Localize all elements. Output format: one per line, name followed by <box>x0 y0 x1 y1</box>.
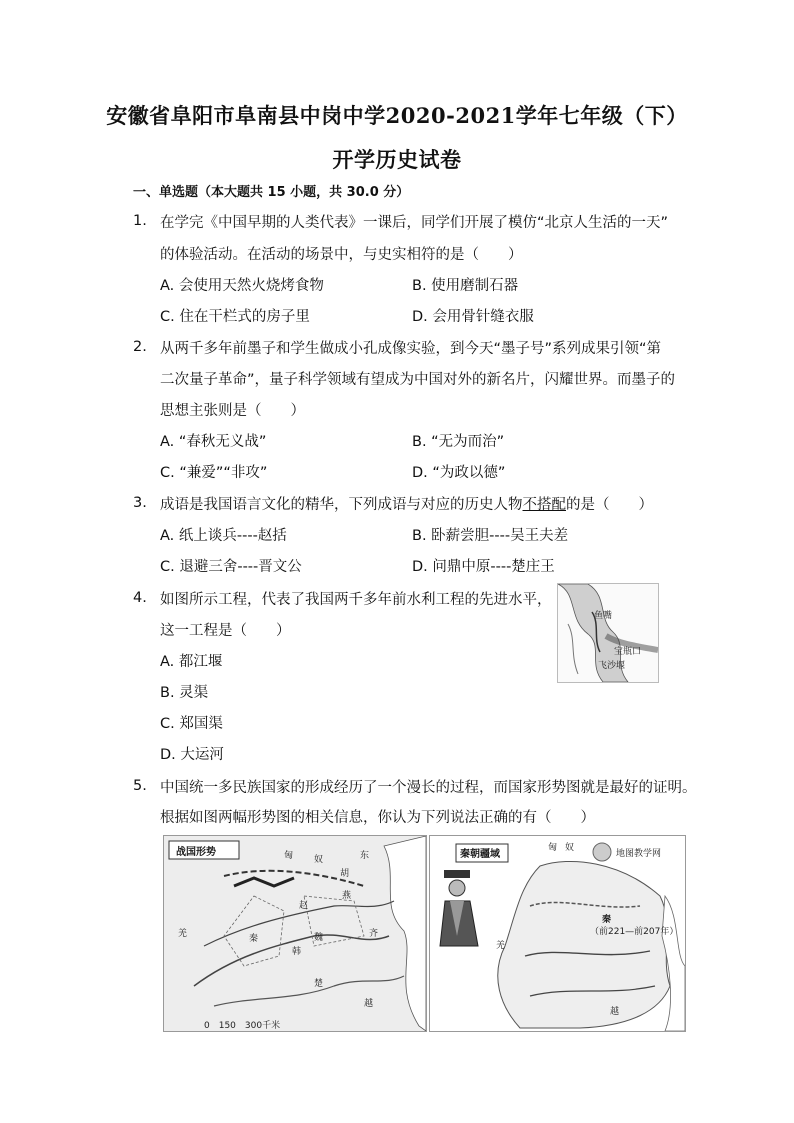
map-left-label-han: 韩 <box>292 947 302 957</box>
label-baopingkou: 宝瓶口 <box>614 647 642 657</box>
q4-text-line1: 如图所示工程，代表了我国两千多年前水利工程的先进水平， <box>160 592 552 608</box>
map-left-label-zhao: 赵 <box>299 901 309 911</box>
map-left-label-xiong: 匈 <box>284 851 294 861</box>
q4-option-b: B. 灵渠 <box>160 685 209 701</box>
map-left-label-yue: 越 <box>364 999 374 1009</box>
q5-text-line1: 中国统一多民族国家的形成经历了一个漫长的过程，而国家形势图就是最好的证明。 <box>160 780 697 796</box>
map-left-label-nu: 奴 <box>314 855 324 865</box>
label-feishayan: 飞沙堰 <box>598 661 626 671</box>
map-left-label-dong: 东 <box>360 851 370 861</box>
warring-states-map-drawing <box>164 836 426 1031</box>
q4-dujiangyan-figure <box>557 583 659 683</box>
q4-text-line2: 这一工程是（ ） <box>160 623 291 639</box>
q2-option-a: A. “春秋无义战” <box>160 434 267 450</box>
q1-option-c: C. 住在干栏式的房子里 <box>160 309 310 325</box>
map-right-label-xiong: 匈 <box>548 843 558 853</box>
q1-text-line2: 的体验活动。在活动的场景中，与史实相符的是（ ） <box>160 247 523 263</box>
q1-option-a: A. 会使用天然火烧烤食物 <box>160 278 324 294</box>
q2-option-b: B. “无为而治” <box>412 434 505 450</box>
q2-text-line3: 思想主张则是（ ） <box>160 403 305 419</box>
map-left-label-wei: 魏 <box>314 933 324 943</box>
q2-text-line1: 从两千多年前墨子和学生做成小孔成像实验，到今天“墨子号”系列成果引领“第 <box>160 341 662 357</box>
map-right-label-nu: 奴 <box>565 843 575 853</box>
q1-option-b: B. 使用磨制石器 <box>412 278 519 294</box>
exam-title-line2: 开学历史试卷 <box>332 147 462 172</box>
qin-dynasty-map-drawing <box>430 836 685 1031</box>
q3-option-c: C. 退避三舍----晋文公 <box>160 559 302 575</box>
map-left-label-hu: 胡 <box>340 869 350 879</box>
q3-option-a: A. 纸上谈兵----赵括 <box>160 528 287 544</box>
section-header: 一、单选题（本大题共 15 小题，共 30.0 分） <box>133 185 410 200</box>
q2-option-c: C. “兼爱”“非攻” <box>160 465 268 481</box>
q4-number: 4. <box>133 590 147 606</box>
q2-number: 2. <box>133 339 147 355</box>
q2-option-d: D. “为政以德” <box>412 465 506 481</box>
q3-number: 3. <box>133 495 147 511</box>
q4-option-d: D. 大运河 <box>160 747 224 763</box>
q5-number: 5. <box>133 778 147 794</box>
map-right-dates: （前221—前207年） <box>590 927 679 937</box>
label-yuzui: 鱼嘴 <box>594 611 613 621</box>
q1-text-line1: 在学完《中国早期的人类代表》一课后，同学们开展了模仿“北京人生活的一天” <box>160 215 669 231</box>
q3-text-pre: 成语是我国语言文化的精华，下列成语与对应的历史人物 <box>160 497 523 513</box>
dujiangyan-diagram <box>558 584 658 682</box>
map-left-label-qi: 齐 <box>369 929 379 939</box>
map-right-label-yue: 越 <box>610 1007 620 1017</box>
map-left-label-yan: 燕 <box>342 891 352 901</box>
q5-text-line2: 根据如图两幅形势图的相关信息，你认为下列说法正确的有（ ） <box>160 810 595 826</box>
map-right-label-qiang: 羌 <box>496 941 506 951</box>
map-left-scale: 0 150 300千米 <box>204 1021 281 1031</box>
map-left-label-qin: 秦 <box>249 934 259 944</box>
map-right-title: 秦朝疆域 <box>460 849 500 860</box>
map-left-label-chu: 楚 <box>314 979 324 989</box>
q3-text-underlined: 不搭配 <box>522 497 566 513</box>
warring-states-map <box>163 835 427 1032</box>
q3-option-d: D. 问鼎中原----楚庄王 <box>412 559 555 575</box>
map-left-label-qiang: 羌 <box>178 929 188 939</box>
exam-title-line1: 安徽省阜阳市阜南县中岗中学2020-2021学年七年级（下） <box>106 103 688 128</box>
q3-text-post: 的是（ ） <box>566 497 653 513</box>
map-right-site: 地图教学网 <box>616 849 662 859</box>
q4-option-c: C. 郑国渠 <box>160 716 223 732</box>
q1-option-d: D. 会用骨针缝衣服 <box>412 309 534 325</box>
q3-text <box>160 493 653 514</box>
qin-dynasty-map <box>429 835 686 1032</box>
map-left-title: 战国形势 <box>176 847 216 858</box>
q4-option-a: A. 都江堰 <box>160 654 223 670</box>
q2-text-line2: 二次量子革命”，量子科学领域有望成为中国对外的新名片，闪耀世界。而墨子的 <box>160 372 676 388</box>
q1-number: 1. <box>133 213 147 229</box>
q3-option-b: B. 卧薪尝胆----吴王夫差 <box>412 528 569 544</box>
map-right-label-qin: 秦 <box>602 915 612 925</box>
